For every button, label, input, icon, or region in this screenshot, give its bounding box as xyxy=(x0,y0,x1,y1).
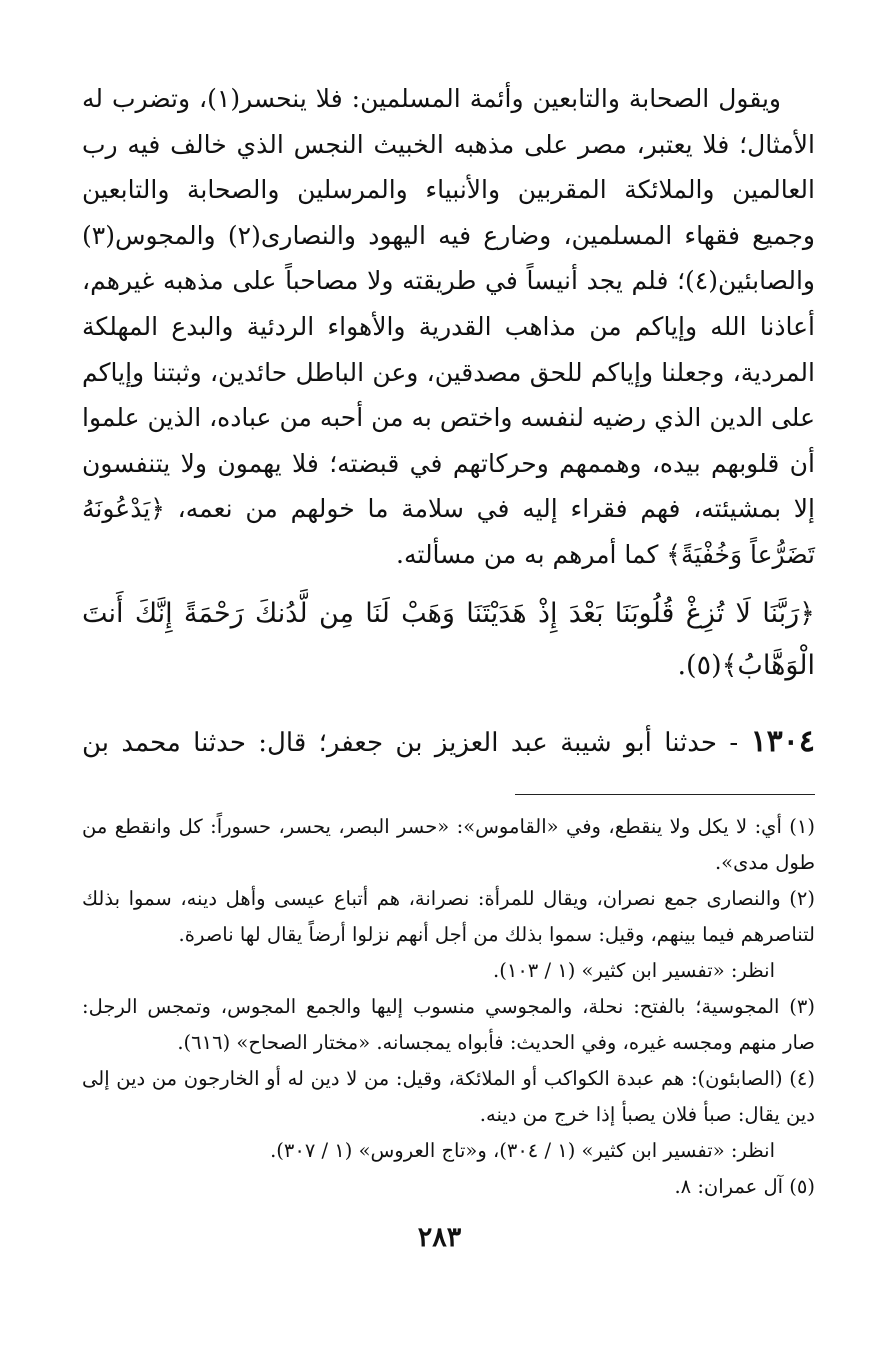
footnote-2-reference: انظر: «تفسير ابن كثير» (١ / ١٠٣). xyxy=(493,958,775,982)
footnote-2: (٢) والنصارى جمع نصران، ويقال للمرأة: نصرانة، هم أتباع عيسى وأهل دينه، سموا بذلك لتناصرهم فيما بينهم، وقيل: سموا بذلك من أجل أنهم نزلوا أرضاً يقال لها ناصرة. xyxy=(82,886,815,946)
hadith-text: - حدثنا أبو شيبة عبد العزيز بن جعفر؛ قال: حدثنا محمد بن xyxy=(82,727,739,758)
main-text xyxy=(82,76,815,766)
paragraph: ويقول الصحابة والتابعين وأئمة المسلمين: فلا ينحسر(١)، وتضرب له الأمثال؛ فلا يعتبر، مصر على مذهبه الخبيث النجس الذي خالف فيه رب العالمين والملائكة المقربين والأنبياء والمرسلين والصحابة والتابعين وجميع فقهاء المسلمين، وضارع فيه اليهود والنصارى(٢) والمجوس(٣) والصابئين(٤)؛ فلم يجد أنيساً في طريقته ولا مصاحباً على مذهبه غيرهم، أعاذنا الله وإياكم من مذاهب القدرية والأهواء الردئية والبدع المهلكة المردية، وجعلنا وإياكم للحق مصدقين، وعن الباطل حائدين، وثبتنا وإياكم على الدين الذي رضيه لنفسه واختص به من أحبه من عباده، الذين علموا أن قلوبهم بيده، وهممهم وحركاتهم في قبضته؛ فلا يهمون ولا يتنفسون إلا بمشيئته، فهم فقراء إليه في سلامة ما خولهم من نعمه، ﴿يَدْعُونَهُ تَضَرُّعاً وَخُفْيَةً﴾ كما أمرهم به من مسألته. xyxy=(82,84,815,569)
footnote-separator xyxy=(515,794,815,795)
footnote-5: (٥) آل عمران: ٨. xyxy=(674,1174,815,1198)
footnote-3: (٣) المجوسية؛ بالفتح: نحلة، والمجوسي منسوب إليها والجمع المجوس، وتمجس الرجل: صار منهم ومجسه غيره، وفي الحديث: فأبواه يمجسانه. «مختار الصحاح» (٦١٦). xyxy=(82,994,815,1054)
quran-verse: ﴿رَبَّنَا لَا تُزِغْ قُلُوبَنَا بَعْدَ إِذْ هَدَيْتَنَا وَهَبْ لَنَا مِن لَّدُنكَ رَحْمَةً إِنَّكَ أَنتَ الْوَهَّابُ﴾(٥). xyxy=(82,597,815,681)
footnotes xyxy=(82,809,815,1205)
footnote-4: (٤) (الصابئون): هم عبدة الكواكب أو الملائكة، وقيل: من لا دين له أو الخارجون من دين إلى دين يقال: صبأ فلان يصبأ إذا خرج من دينه. xyxy=(82,1066,815,1126)
hadith-number: ١٣٠٤ xyxy=(750,723,816,759)
page-number: ٢٨٣ xyxy=(417,1222,462,1253)
footnote-4-reference: انظر: «تفسير ابن كثير» (١ / ٣٠٤)، و«تاج العروس» (١ / ٣٠٧). xyxy=(270,1138,775,1162)
footnote-1: (١) أي: لا يكل ولا ينقطع، وفي «القاموس»: «حسر البصر، يحسر، حسوراً: كل وانقطع من طول مدى». xyxy=(82,814,815,874)
hadith-line xyxy=(82,719,815,766)
